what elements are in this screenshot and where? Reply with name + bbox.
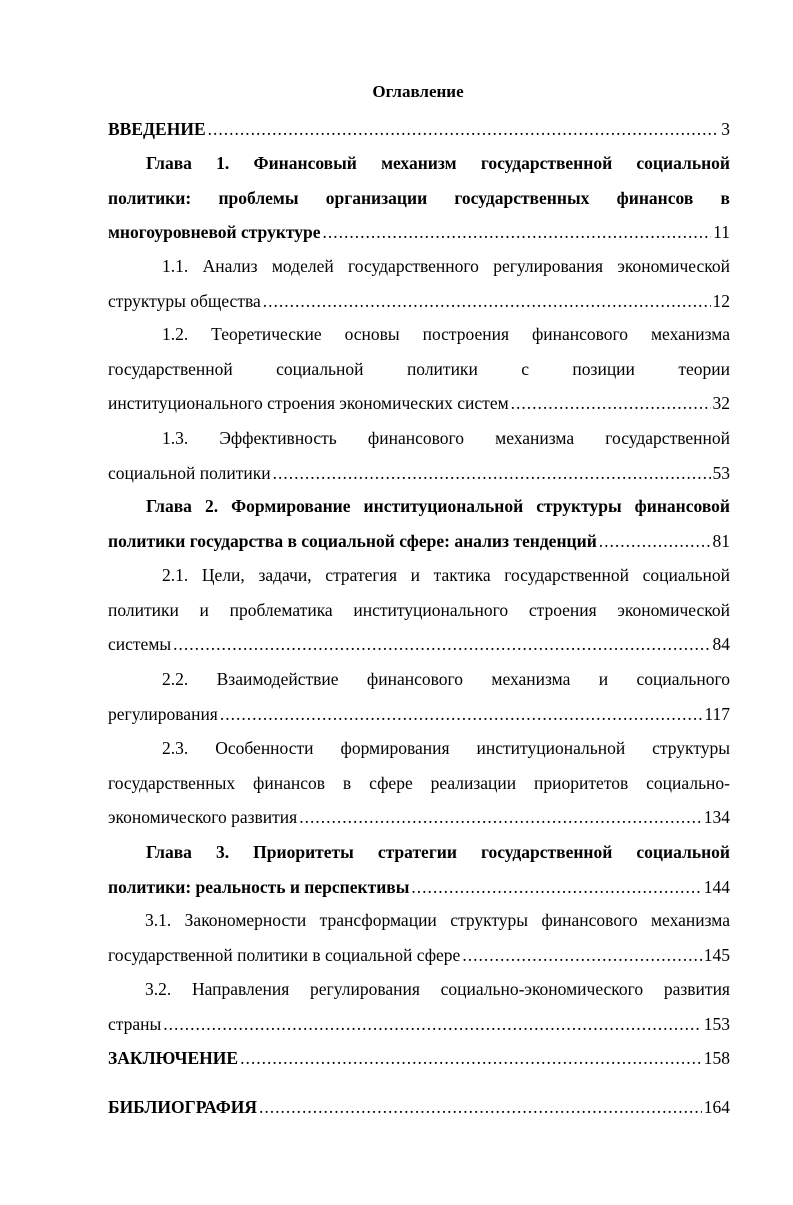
entry-line-2: политики и проблематика институционального строения экономической bbox=[108, 599, 730, 620]
entry-line-1: Глава 2. Формирование институциональной структуры финансовой bbox=[146, 496, 730, 516]
entry-line-3: институционального строения экономических систем bbox=[108, 393, 509, 413]
leader-dots bbox=[599, 524, 711, 559]
toc-entry-section-2-3[interactable] bbox=[108, 731, 730, 835]
page-number: 117 bbox=[704, 703, 730, 724]
entry-line-2: страны bbox=[108, 1013, 162, 1034]
leader-dots bbox=[259, 1090, 702, 1125]
leader-dots bbox=[263, 284, 711, 319]
leader-dots bbox=[411, 870, 701, 905]
toc-entry-section-3-1[interactable] bbox=[108, 903, 730, 972]
toc-entry-bibliography[interactable] bbox=[108, 1090, 730, 1125]
page-number: 84 bbox=[712, 634, 730, 654]
leader-dots bbox=[511, 386, 711, 421]
entry-line-2: государственной социальной политики с позиции теории bbox=[108, 358, 730, 379]
entry-line-1: 1.2. Теоретические основы построения финансового механизма bbox=[162, 324, 730, 344]
entry-title: БИБЛИОГРАФИЯ bbox=[108, 1097, 257, 1117]
page-number: 144 bbox=[703, 876, 730, 897]
leader-dots bbox=[220, 697, 703, 732]
leader-dots bbox=[299, 800, 702, 835]
toc-entry-section-3-2[interactable] bbox=[108, 972, 730, 1041]
toc-entry-conclusion[interactable] bbox=[108, 1041, 730, 1076]
entry-line-1: 3.1. Закономерности трансформации структуры финансового механизма bbox=[145, 910, 730, 930]
leader-dots bbox=[462, 938, 701, 973]
page-number: 81 bbox=[712, 530, 730, 551]
toc-entry-section-1-1[interactable] bbox=[108, 249, 730, 318]
entry-line-2: политики: реальность и перспективы bbox=[108, 876, 410, 897]
entry-line-2: структуры общества bbox=[108, 290, 261, 311]
leader-dots bbox=[240, 1041, 702, 1076]
entry-line-1: 2.2. Взаимодействие финансового механизма и социального bbox=[162, 669, 730, 689]
page-number: 3 bbox=[721, 119, 730, 139]
entry-line-1: 2.3. Особенности формирования институциональной структуры bbox=[162, 738, 730, 758]
page-number: 134 bbox=[703, 807, 730, 827]
entry-line-3: экономического развития bbox=[108, 807, 298, 827]
toc-entry-section-2-1[interactable] bbox=[108, 558, 730, 662]
entry-line-2: государственных финансов в сфере реализации приоритетов социально- bbox=[108, 772, 730, 793]
entry-title: ЗАКЛЮЧЕНИЕ bbox=[108, 1048, 239, 1068]
leader-dots bbox=[323, 215, 712, 250]
entry-line-1: 3.2. Направления регулирования социально-экономического развития bbox=[145, 979, 730, 999]
page-number: 158 bbox=[703, 1048, 730, 1068]
toc-entry-chapter-1[interactable] bbox=[108, 146, 730, 250]
entry-line-1: Глава 3. Приоритеты стратегии государственной социальной bbox=[146, 842, 730, 862]
leader-dots bbox=[273, 456, 711, 491]
entry-line-1: Глава 1. Финансовый механизм государственной социальной bbox=[146, 153, 730, 173]
toc-entry-section-1-2[interactable] bbox=[108, 317, 730, 421]
leader-dots bbox=[163, 1007, 701, 1042]
entry-title: ВВЕДЕНИЕ bbox=[108, 119, 206, 139]
leader-dots bbox=[208, 112, 720, 147]
entry-line-3: многоуровневой структуре bbox=[108, 222, 321, 242]
toc-entry-section-1-3[interactable] bbox=[108, 421, 730, 490]
entry-line-1: 2.1. Цели, задачи, стратегия и тактика государственной социальной bbox=[162, 565, 730, 585]
entry-line-2: социальной политики bbox=[108, 462, 271, 483]
page-number: 145 bbox=[703, 944, 730, 965]
entry-line-2: государственной политики в социальной сфере bbox=[108, 944, 461, 965]
page-number: 32 bbox=[712, 393, 730, 413]
entry-line-1: 1.3. Эффективность финансового механизма государственной bbox=[162, 428, 730, 448]
page-number: 153 bbox=[703, 1013, 730, 1034]
page-number: 164 bbox=[703, 1097, 730, 1117]
page-number: 11 bbox=[713, 222, 730, 242]
entry-line-2: политики государства в социальной сфере: анализ тенденций bbox=[108, 530, 597, 551]
toc-entry-chapter-2[interactable] bbox=[108, 489, 730, 558]
page-number: 53 bbox=[712, 462, 730, 483]
toc-title: Оглавление bbox=[372, 82, 464, 101]
toc-entry-section-2-2[interactable] bbox=[108, 662, 730, 731]
entry-line-1: 1.1. Анализ моделей государственного регулирования экономической bbox=[162, 256, 730, 276]
toc-entry-chapter-3[interactable] bbox=[108, 835, 730, 904]
entry-line-2: регулирования bbox=[108, 703, 218, 724]
entry-line-3: системы bbox=[108, 634, 172, 654]
leader-dots bbox=[173, 627, 710, 662]
entry-line-2: политики: проблемы организации государственных финансов в bbox=[108, 187, 730, 208]
toc-entry-intro[interactable] bbox=[108, 112, 730, 147]
page-number: 12 bbox=[712, 290, 730, 311]
